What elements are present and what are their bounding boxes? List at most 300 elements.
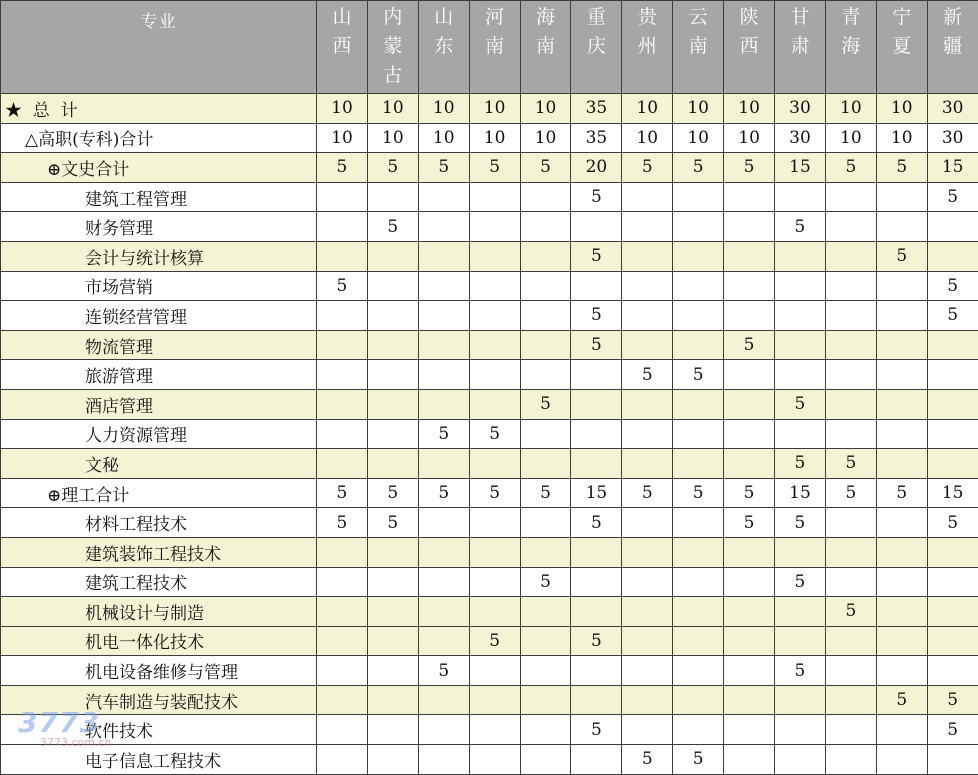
quota-cell (927, 330, 978, 360)
province-header-char: 青 (826, 3, 876, 32)
province-header-char: 庆 (571, 32, 621, 61)
quota-cell (367, 330, 418, 360)
province-header-char: 肃 (775, 32, 825, 61)
quota-cell: 10 (418, 123, 469, 153)
quota-cell: 10 (724, 123, 775, 153)
quota-cell: 5 (520, 153, 571, 183)
quota-cell: 5 (469, 419, 520, 449)
quota-cell (825, 182, 876, 212)
province-header-char: 西 (317, 32, 367, 61)
quota-cell: 10 (825, 123, 876, 153)
quota-cell (775, 330, 826, 360)
table-row (1, 508, 978, 538)
quota-cell (367, 241, 418, 271)
quota-cell: 5 (520, 478, 571, 508)
quota-cell (367, 301, 418, 331)
quota-cell (367, 715, 418, 745)
quota-cell (876, 597, 927, 627)
quota-cell: 5 (775, 389, 826, 419)
quota-cell (724, 597, 775, 627)
province-header-char: 宁 (877, 3, 927, 32)
quota-cell (418, 360, 469, 390)
major-name-cell: 机电设备维修与管理 (1, 656, 317, 686)
quota-cell (673, 330, 724, 360)
quota-cell (775, 182, 826, 212)
table-row (1, 715, 978, 745)
quota-cell (418, 271, 469, 301)
major-name-cell: 人力资源管理 (1, 419, 317, 449)
quota-cell: 5 (673, 360, 724, 390)
quota-cell: 5 (469, 626, 520, 656)
province-column-header (317, 1, 368, 94)
quota-cell (673, 626, 724, 656)
quota-cell (876, 360, 927, 390)
quota-cell (724, 389, 775, 419)
quota-cell (469, 685, 520, 715)
quota-cell (317, 715, 368, 745)
quota-cell (571, 389, 622, 419)
quota-cell (876, 271, 927, 301)
quota-cell (825, 685, 876, 715)
quota-cell (622, 537, 673, 567)
table-row (1, 271, 978, 301)
quota-cell (927, 656, 978, 686)
major-name-cell: 文秘 (1, 449, 317, 479)
quota-cell: 10 (622, 94, 673, 124)
province-column-header (622, 1, 673, 94)
major-name-cell: 建筑工程技术 (1, 567, 317, 597)
quota-cell: 10 (367, 94, 418, 124)
quota-cell (520, 745, 571, 775)
quota-cell (367, 271, 418, 301)
quota-cell (927, 389, 978, 419)
major-column-header: 专业 (1, 1, 317, 94)
quota-cell (673, 508, 724, 538)
province-header-char: 甘 (775, 3, 825, 32)
quota-cell (317, 241, 368, 271)
quota-cell (469, 389, 520, 419)
quota-cell: 10 (876, 123, 927, 153)
province-column-header (418, 1, 469, 94)
quota-cell: 35 (571, 123, 622, 153)
quota-cell: 5 (622, 153, 673, 183)
quota-cell (367, 537, 418, 567)
quota-cell: 5 (317, 271, 368, 301)
table-row (1, 537, 978, 567)
quota-cell (520, 419, 571, 449)
table-row (1, 389, 978, 419)
quota-cell (418, 182, 469, 212)
quota-cell (367, 182, 418, 212)
quota-cell (469, 301, 520, 331)
quota-cell: 10 (876, 94, 927, 124)
quota-cell (876, 626, 927, 656)
quota-cell (317, 301, 368, 331)
quota-cell (520, 182, 571, 212)
province-header-char: 蒙 (368, 32, 418, 61)
quota-cell (876, 419, 927, 449)
province-header-char: 云 (673, 3, 723, 32)
quota-cell (418, 685, 469, 715)
quota-cell (317, 656, 368, 686)
quota-cell (418, 241, 469, 271)
quota-cell (724, 745, 775, 775)
quota-cell: 5 (927, 301, 978, 331)
quota-cell: 5 (367, 508, 418, 538)
quota-cell (724, 241, 775, 271)
quota-cell: 5 (724, 478, 775, 508)
quota-cell (876, 212, 927, 242)
major-name-cell: 物流管理 (1, 330, 317, 360)
quota-cell: 10 (367, 123, 418, 153)
table-row (1, 123, 978, 153)
quota-cell (520, 330, 571, 360)
quota-cell (571, 419, 622, 449)
quota-cell (469, 567, 520, 597)
province-header-char: 河 (470, 3, 520, 32)
quota-cell: 5 (673, 745, 724, 775)
quota-cell (825, 330, 876, 360)
quota-cell (367, 389, 418, 419)
quota-cell (673, 419, 724, 449)
quota-cell: 5 (673, 153, 724, 183)
quota-cell: 10 (520, 123, 571, 153)
quota-cell (418, 212, 469, 242)
quota-cell (825, 212, 876, 242)
quota-cell: 5 (724, 153, 775, 183)
quota-cell: 5 (622, 478, 673, 508)
quota-cell (418, 389, 469, 419)
quota-cell: 5 (571, 715, 622, 745)
quota-cell: 15 (775, 153, 826, 183)
quota-cell (520, 449, 571, 479)
quota-cell (876, 656, 927, 686)
quota-cell (825, 537, 876, 567)
quota-cell (927, 419, 978, 449)
province-header-char: 陕 (724, 3, 774, 32)
quota-cell: 20 (571, 153, 622, 183)
quota-cell (876, 389, 927, 419)
quota-cell (622, 271, 673, 301)
quota-cell (571, 685, 622, 715)
quota-cell: 5 (571, 508, 622, 538)
table-row (1, 745, 978, 775)
table-row (1, 182, 978, 212)
quota-cell (367, 745, 418, 775)
quota-cell (571, 656, 622, 686)
major-name-cell: 连锁经营管理 (1, 301, 317, 331)
quota-cell: 5 (825, 597, 876, 627)
quota-cell (622, 389, 673, 419)
major-name-cell: 软件技术 (1, 715, 317, 745)
quota-cell (571, 567, 622, 597)
quota-cell (367, 626, 418, 656)
quota-cell: 35 (571, 94, 622, 124)
quota-cell: 5 (367, 153, 418, 183)
quota-cell (469, 271, 520, 301)
quota-cell (622, 656, 673, 686)
quota-cell: 5 (724, 330, 775, 360)
quota-cell: 5 (927, 182, 978, 212)
quota-cell: 10 (317, 123, 368, 153)
quota-cell (775, 360, 826, 390)
quota-cell (724, 626, 775, 656)
quota-cell (469, 330, 520, 360)
major-name-cell: △高职(专科)合计 (1, 123, 317, 153)
quota-cell: 5 (418, 656, 469, 686)
quota-cell: 10 (724, 94, 775, 124)
quota-cell: 10 (673, 94, 724, 124)
province-column-header (775, 1, 826, 94)
quota-cell (367, 597, 418, 627)
province-header-char: 古 (368, 61, 418, 90)
table-row (1, 419, 978, 449)
quota-cell (317, 360, 368, 390)
quota-cell: 5 (571, 626, 622, 656)
quota-cell (469, 715, 520, 745)
quota-cell: 30 (775, 94, 826, 124)
quota-cell (673, 389, 724, 419)
major-name-cell: ⊕文史合计 (1, 153, 317, 183)
table-row (1, 360, 978, 390)
quota-cell (367, 419, 418, 449)
quota-cell: 5 (775, 449, 826, 479)
province-header-char: 内 (368, 3, 418, 32)
quota-cell (876, 182, 927, 212)
quota-cell (724, 212, 775, 242)
province-column-header (927, 1, 978, 94)
quota-cell (317, 626, 368, 656)
quota-cell: 5 (469, 478, 520, 508)
quota-cell (673, 182, 724, 212)
quota-cell (571, 449, 622, 479)
province-column-header (520, 1, 571, 94)
quota-cell (825, 301, 876, 331)
province-header-char: 重 (571, 3, 621, 32)
quota-cell (876, 449, 927, 479)
province-header-char: 新 (928, 3, 978, 32)
quota-cell (673, 597, 724, 627)
quota-cell (724, 419, 775, 449)
quota-cell: 5 (775, 508, 826, 538)
quota-cell: 30 (927, 123, 978, 153)
quota-cell (622, 715, 673, 745)
quota-cell (775, 745, 826, 775)
quota-cell (825, 508, 876, 538)
quota-cell (622, 449, 673, 479)
major-name-cell: 材料工程技术 (1, 508, 317, 538)
province-header-char: 海 (826, 32, 876, 61)
quota-cell (724, 360, 775, 390)
quota-cell (520, 271, 571, 301)
major-name-cell: 建筑工程管理 (1, 182, 317, 212)
quota-cell: 5 (367, 212, 418, 242)
quota-cell (724, 182, 775, 212)
quota-cell: 5 (469, 153, 520, 183)
quota-cell (317, 389, 368, 419)
quota-cell (622, 301, 673, 331)
table-body (1, 94, 978, 775)
quota-cell (469, 449, 520, 479)
quota-cell (825, 241, 876, 271)
table-row (1, 685, 978, 715)
quota-cell (673, 271, 724, 301)
quota-cell (571, 212, 622, 242)
quota-cell: 5 (876, 153, 927, 183)
province-header-char: 山 (419, 3, 469, 32)
quota-cell (469, 537, 520, 567)
quota-cell (571, 271, 622, 301)
quota-cell (418, 597, 469, 627)
quota-cell (927, 567, 978, 597)
table-row (1, 449, 978, 479)
quota-cell: 10 (469, 123, 520, 153)
quota-cell (775, 626, 826, 656)
major-name-cell: 酒店管理 (1, 389, 317, 419)
province-header-char: 西 (724, 32, 774, 61)
quota-cell (775, 419, 826, 449)
quota-cell: 5 (927, 715, 978, 745)
major-name-cell: 旅游管理 (1, 360, 317, 390)
quota-cell: 10 (825, 94, 876, 124)
quota-cell (775, 537, 826, 567)
table-row (1, 626, 978, 656)
header-row (1, 1, 978, 94)
quota-cell (775, 597, 826, 627)
quota-cell (622, 626, 673, 656)
quota-cell (520, 301, 571, 331)
quota-cell (876, 567, 927, 597)
quota-cell (367, 449, 418, 479)
quota-cell (520, 241, 571, 271)
quota-cell: 5 (622, 360, 673, 390)
quota-cell (469, 241, 520, 271)
quota-cell (673, 449, 724, 479)
quota-cell (775, 715, 826, 745)
quota-cell (927, 537, 978, 567)
quota-cell (825, 626, 876, 656)
province-header-char: 疆 (928, 32, 978, 61)
quota-cell: 5 (571, 330, 622, 360)
quota-cell (317, 597, 368, 627)
quota-cell: 5 (571, 182, 622, 212)
watermark-logo-text: 3773 (18, 706, 100, 739)
quota-cell (927, 597, 978, 627)
province-column-header (825, 1, 876, 94)
quota-cell (317, 419, 368, 449)
quota-cell: 10 (469, 94, 520, 124)
quota-cell: 15 (775, 478, 826, 508)
quota-cell (418, 301, 469, 331)
quota-cell (825, 656, 876, 686)
quota-cell (876, 537, 927, 567)
quota-cell: 5 (317, 478, 368, 508)
quota-cell (775, 271, 826, 301)
major-name-cell: 会计与统计核算 (1, 241, 317, 271)
quota-cell: 10 (520, 94, 571, 124)
quota-cell (825, 360, 876, 390)
quota-cell (418, 537, 469, 567)
quota-cell (876, 330, 927, 360)
quota-cell: 5 (927, 508, 978, 538)
quota-cell (775, 685, 826, 715)
quota-cell (825, 389, 876, 419)
quota-cell (418, 567, 469, 597)
province-column-header (724, 1, 775, 94)
quota-cell: 5 (418, 419, 469, 449)
province-header-char: 南 (470, 32, 520, 61)
quota-cell (673, 301, 724, 331)
quota-cell (775, 241, 826, 271)
quota-cell (927, 626, 978, 656)
province-column-header (367, 1, 418, 94)
table-row (1, 212, 978, 242)
quota-cell (673, 212, 724, 242)
quota-cell (622, 508, 673, 538)
quota-cell: 5 (418, 153, 469, 183)
province-header-char: 贵 (622, 3, 672, 32)
table-row (1, 478, 978, 508)
quota-cell (520, 626, 571, 656)
quota-cell: 15 (927, 153, 978, 183)
quota-cell (317, 567, 368, 597)
quota-cell (622, 330, 673, 360)
quota-cell (571, 597, 622, 627)
quota-cell (673, 537, 724, 567)
quota-cell (469, 508, 520, 538)
province-column-header (571, 1, 622, 94)
province-column-header (469, 1, 520, 94)
quota-cell (724, 567, 775, 597)
quota-cell: 5 (520, 567, 571, 597)
major-name-cell: 汽车制造与装配技术 (1, 685, 317, 715)
quota-cell (520, 685, 571, 715)
quota-cell (673, 685, 724, 715)
quota-cell (825, 745, 876, 775)
major-name-cell: 市场营销 (1, 271, 317, 301)
quota-cell: 15 (571, 478, 622, 508)
quota-cell: 5 (775, 567, 826, 597)
province-header-char: 海 (521, 3, 571, 32)
quota-cell (622, 419, 673, 449)
quota-cell (622, 241, 673, 271)
quota-cell (520, 597, 571, 627)
quota-cell: 5 (571, 301, 622, 331)
quota-cell: 10 (418, 94, 469, 124)
quota-cell: 5 (825, 449, 876, 479)
watermark-url-text: 3773.com.cn (40, 736, 112, 749)
quota-cell: 5 (724, 508, 775, 538)
quota-cell (571, 360, 622, 390)
quota-cell (571, 745, 622, 775)
quota-cell (418, 449, 469, 479)
quota-cell (724, 271, 775, 301)
table-row (1, 567, 978, 597)
quota-cell (469, 212, 520, 242)
quota-cell (825, 567, 876, 597)
quota-cell (724, 301, 775, 331)
table-row (1, 94, 978, 124)
quota-cell: 30 (775, 123, 826, 153)
province-header-char: 山 (317, 3, 367, 32)
quota-cell: 5 (418, 478, 469, 508)
quota-cell: 5 (876, 241, 927, 271)
quota-cell (622, 685, 673, 715)
quota-cell (317, 182, 368, 212)
quota-cell (622, 567, 673, 597)
quota-cell (317, 537, 368, 567)
quota-cell: 5 (775, 212, 826, 242)
